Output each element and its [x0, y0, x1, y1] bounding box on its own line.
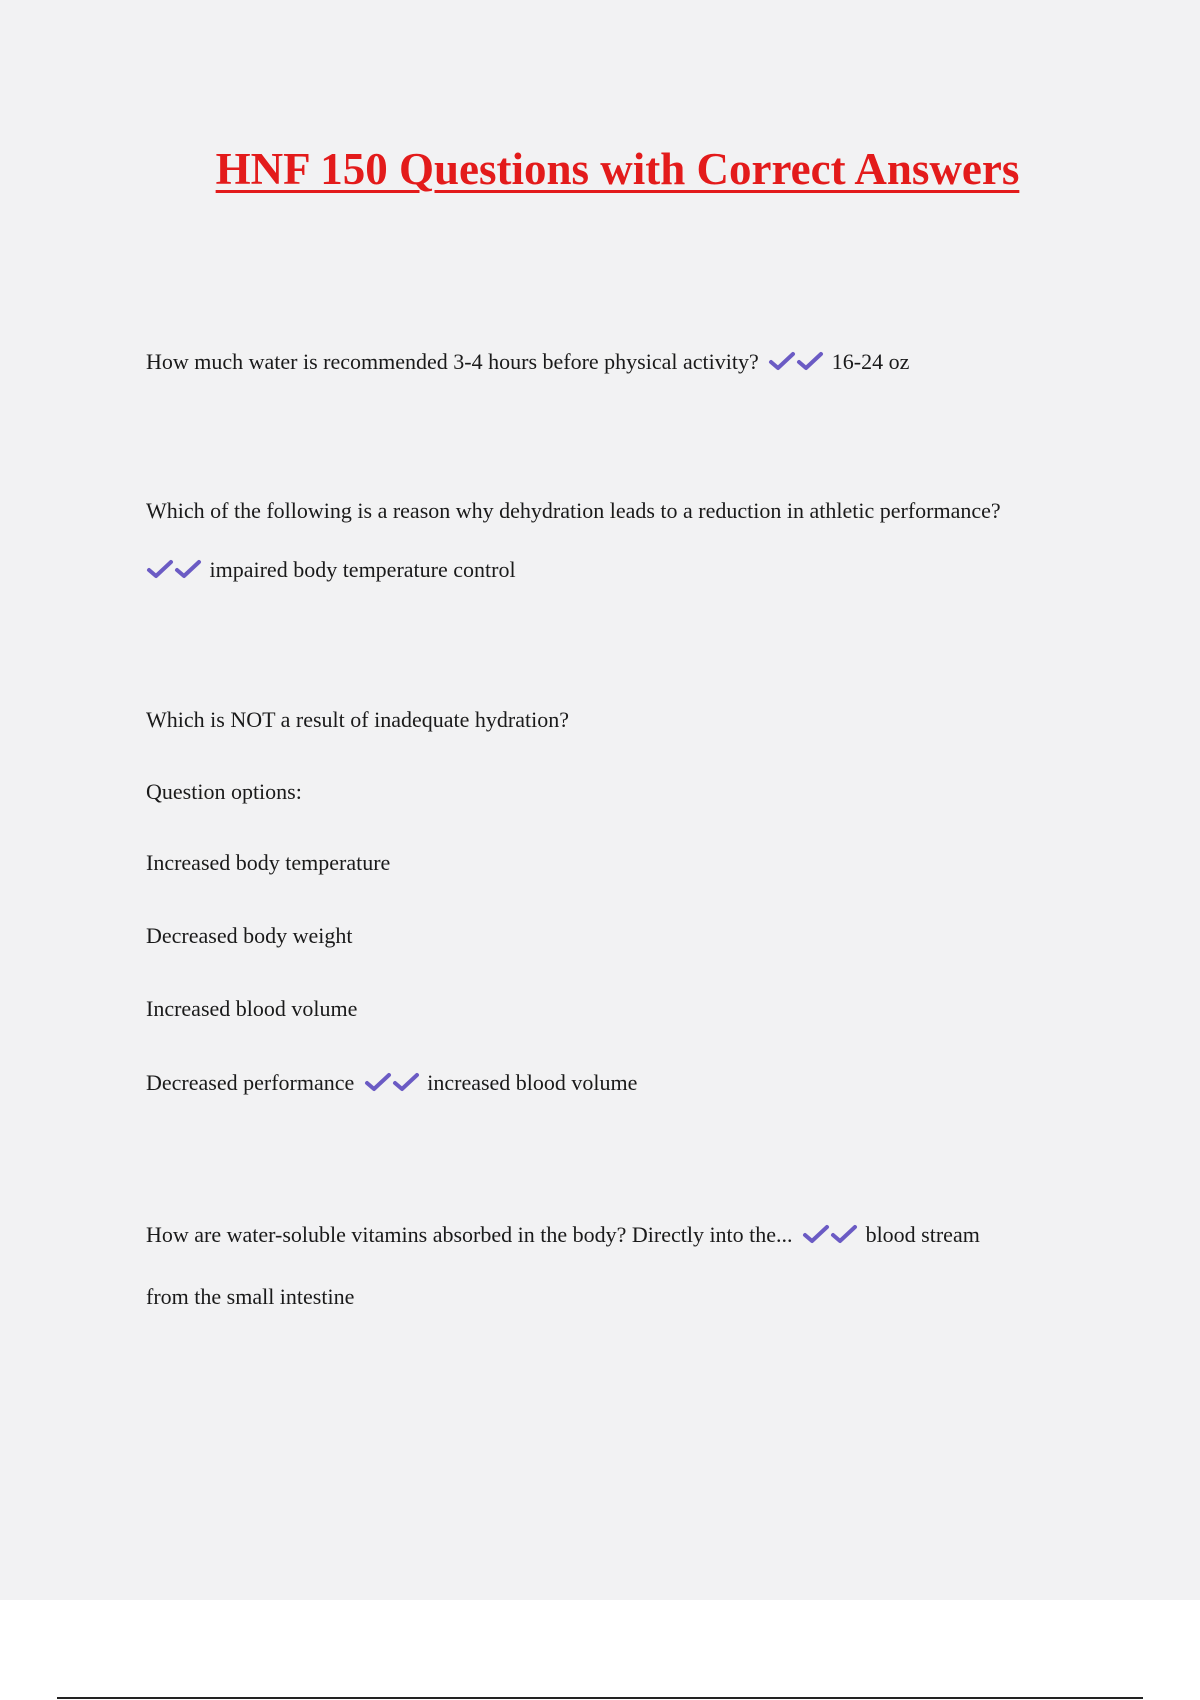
option-text: Decreased performance — [146, 1070, 355, 1095]
check-icon — [768, 350, 796, 372]
question-1 — [146, 347, 909, 377]
check-icon — [796, 350, 824, 372]
question-3-text: Which is NOT a result of inadequate hydration? — [146, 707, 569, 732]
option-item — [146, 921, 352, 951]
question-4-text: How are water-soluble vitamins absorbed in the body? Directly into the... — [146, 1222, 793, 1247]
check-icon — [364, 1071, 392, 1093]
check-icon — [830, 1223, 858, 1245]
option-text: Increased body temperature — [146, 850, 391, 875]
answer-2 — [146, 555, 516, 585]
option-item — [146, 848, 390, 878]
double-check-icon — [364, 1068, 420, 1098]
answer-4-continued — [146, 1282, 354, 1312]
answer-4-text-continued: from the small intestine — [146, 1284, 355, 1309]
document-title: HNF 150 Questions with Correct Answers — [215, 144, 1020, 194]
check-icon — [174, 558, 202, 580]
question-3 — [146, 705, 569, 735]
check-icon — [802, 1223, 830, 1245]
option-item — [146, 1068, 637, 1098]
double-check-icon — [146, 555, 202, 585]
answer-2-text: impaired body temperature control — [209, 557, 516, 582]
footer-divider — [57, 1697, 1143, 1699]
option-text: Increased blood volume — [146, 996, 358, 1021]
options-label: Question options: — [146, 779, 302, 804]
answer-3-text: increased blood volume — [427, 1070, 638, 1095]
question-2-text: Which of the following is a reason why dehydration leads to a reduction in athletic performance? — [146, 498, 1001, 523]
answer-1-text: 16-24 oz — [831, 349, 910, 374]
option-text: Decreased body weight — [146, 923, 353, 948]
question-3-options-label — [146, 777, 302, 807]
answer-4-text: blood stream — [865, 1222, 980, 1247]
check-icon — [392, 1071, 420, 1093]
question-1-text: How much water is recommended 3-4 hours before physical activity? — [146, 349, 759, 374]
question-4 — [146, 1220, 980, 1250]
check-icon — [146, 558, 174, 580]
option-item — [146, 994, 357, 1024]
double-check-icon — [802, 1220, 858, 1250]
question-2 — [146, 496, 1001, 526]
double-check-icon — [768, 347, 824, 377]
